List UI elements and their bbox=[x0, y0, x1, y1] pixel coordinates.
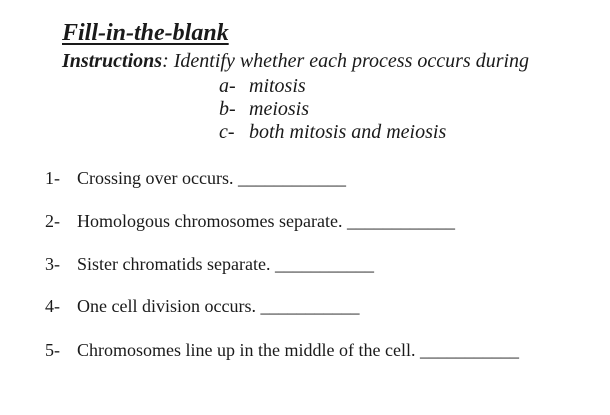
option-letter: c- bbox=[219, 121, 235, 143]
question-text: Chromosomes line up in the middle of the cell. ___________ bbox=[77, 340, 519, 360]
instructions-label: Instructions bbox=[62, 50, 163, 72]
question-text: Crossing over occurs. ____________ bbox=[77, 168, 346, 188]
question-4 bbox=[45, 296, 359, 317]
option-c bbox=[219, 121, 446, 144]
option-text: both mitosis and meiosis bbox=[249, 121, 447, 143]
question-text: One cell division occurs. ___________ bbox=[77, 296, 360, 316]
option-letter: a- bbox=[219, 75, 236, 97]
question-number: 2- bbox=[45, 211, 60, 231]
question-number: 1- bbox=[45, 168, 60, 188]
instructions bbox=[62, 50, 529, 73]
question-number: 4- bbox=[45, 296, 60, 316]
question-5 bbox=[45, 340, 519, 361]
option-text: meiosis bbox=[249, 98, 309, 120]
instructions-text: Identify whether each process occurs during bbox=[168, 50, 530, 72]
option-text: mitosis bbox=[249, 75, 306, 97]
question-number: 3- bbox=[45, 254, 60, 274]
question-1 bbox=[45, 168, 346, 189]
option-b bbox=[219, 98, 309, 121]
question-3 bbox=[45, 254, 374, 275]
option-a bbox=[219, 75, 306, 98]
instructions-colon: : bbox=[162, 50, 169, 72]
question-text: Sister chromatids separate. ___________ bbox=[77, 254, 374, 274]
option-letter: b- bbox=[219, 98, 236, 120]
question-number: 5- bbox=[45, 340, 60, 360]
question-text: Homologous chromosomes separate. ____________ bbox=[77, 211, 455, 231]
worksheet-title: Fill-in-the-blank bbox=[62, 20, 229, 46]
question-2 bbox=[45, 211, 455, 232]
